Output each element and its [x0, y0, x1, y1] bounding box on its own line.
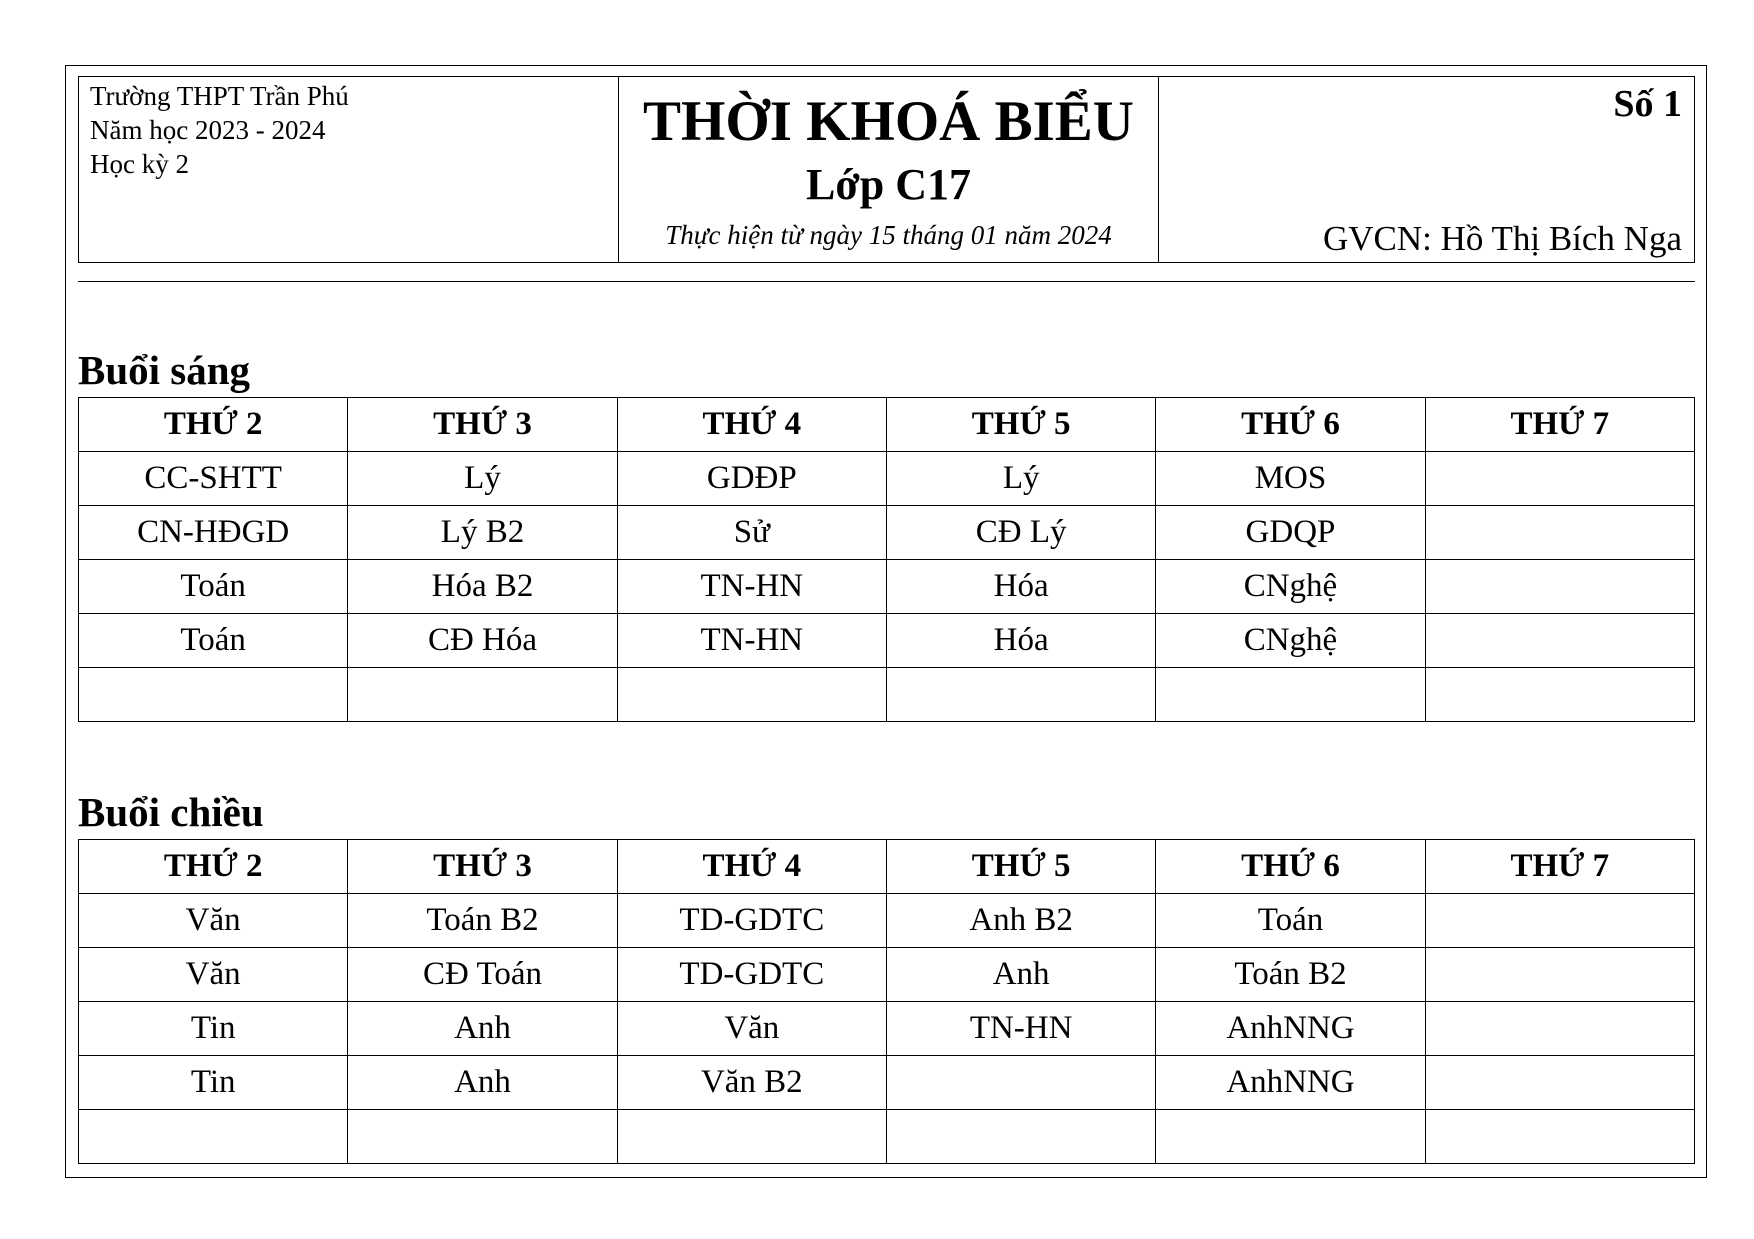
subject-cell: TD-GDTC — [617, 894, 886, 948]
subject-cell — [886, 1056, 1155, 1110]
subject-cell — [1425, 894, 1694, 948]
subject-cell: GDQP — [1156, 506, 1425, 560]
schedule-number: Số 1 — [1613, 83, 1682, 125]
subject-cell: Lý — [348, 452, 617, 506]
subject-cell: CNghệ — [1156, 614, 1425, 668]
subject-cell: Hóa — [886, 560, 1155, 614]
subject-cell — [1425, 560, 1694, 614]
subject-cell: CC-SHTT — [79, 452, 348, 506]
subject-cell: AnhNNG — [1156, 1056, 1425, 1110]
day-header: THỨ 2 — [79, 398, 348, 452]
subject-cell — [1425, 668, 1694, 722]
day-header: THỨ 4 — [617, 840, 886, 894]
period-row — [79, 506, 1695, 560]
subject-cell: CĐ Hóa — [348, 614, 617, 668]
subject-cell: Toán B2 — [1156, 948, 1425, 1002]
subject-cell: MOS — [1156, 452, 1425, 506]
subject-cell — [886, 1110, 1155, 1164]
subject-cell — [79, 1110, 348, 1164]
day-header: THỨ 5 — [886, 398, 1155, 452]
title-block — [619, 77, 1159, 262]
subject-cell: Anh — [348, 1056, 617, 1110]
class-label: Lớp C17 — [806, 160, 971, 209]
subject-cell: Hóa — [886, 614, 1155, 668]
subject-cell: GDĐP — [617, 452, 886, 506]
subject-cell: Văn — [79, 894, 348, 948]
subject-cell: Tin — [79, 1002, 348, 1056]
school-name: Trường THPT Trần Phú — [90, 81, 349, 111]
day-header: THỨ 4 — [617, 398, 886, 452]
subject-cell: Toán — [1156, 894, 1425, 948]
subject-cell: Văn B2 — [617, 1056, 886, 1110]
homeroom-teacher: GVCN: Hồ Thị Bích Nga — [1322, 219, 1682, 258]
subject-cell: CNghệ — [1156, 560, 1425, 614]
day-header: THỨ 7 — [1425, 398, 1694, 452]
subject-cell — [617, 668, 886, 722]
subject-cell: CĐ Toán — [348, 948, 617, 1002]
subject-cell: AnhNNG — [1156, 1002, 1425, 1056]
school-info — [79, 77, 619, 262]
subject-cell: Tin — [79, 1056, 348, 1110]
period-row — [79, 948, 1695, 1002]
period-row — [79, 452, 1695, 506]
subject-cell — [1156, 668, 1425, 722]
header-table — [78, 76, 1695, 263]
subject-cell: Anh — [348, 1002, 617, 1056]
subject-cell: Anh B2 — [886, 894, 1155, 948]
day-header: THỨ 6 — [1156, 840, 1425, 894]
period-row — [79, 1056, 1695, 1110]
morning-title: Buổi sáng — [78, 347, 251, 393]
subject-cell: Anh — [886, 948, 1155, 1002]
subject-cell: CN-HĐGD — [79, 506, 348, 560]
afternoon-timetable — [78, 839, 1695, 1164]
afternoon-title: Buổi chiều — [78, 789, 264, 835]
subject-cell — [1156, 1110, 1425, 1164]
teacher-block — [1159, 77, 1694, 262]
subject-cell: CĐ Lý — [886, 506, 1155, 560]
subject-cell: TN-HN — [617, 560, 886, 614]
day-header: THỨ 2 — [79, 840, 348, 894]
subject-cell: TN-HN — [617, 614, 886, 668]
page-title: THỜI KHOÁ BIỂU — [643, 90, 1134, 153]
subject-cell: Văn — [617, 1002, 886, 1056]
subject-cell — [1425, 1002, 1694, 1056]
semester: Học kỳ 2 — [90, 149, 189, 179]
subject-cell: Văn — [79, 948, 348, 1002]
subject-cell: Lý — [886, 452, 1155, 506]
subject-cell: Lý B2 — [348, 506, 617, 560]
subject-cell — [348, 668, 617, 722]
period-row — [79, 614, 1695, 668]
period-row — [79, 894, 1695, 948]
day-header: THỨ 7 — [1425, 840, 1694, 894]
subject-cell — [1425, 506, 1694, 560]
period-row — [79, 668, 1695, 722]
day-header: THỨ 6 — [1156, 398, 1425, 452]
subject-cell — [348, 1110, 617, 1164]
subject-cell: Toán — [79, 560, 348, 614]
subject-cell: Toán B2 — [348, 894, 617, 948]
subject-cell — [1425, 1056, 1694, 1110]
subject-cell: TN-HN — [886, 1002, 1155, 1056]
subject-cell — [1425, 1110, 1694, 1164]
school-year: Năm học 2023 - 2024 — [90, 115, 326, 145]
period-row — [79, 560, 1695, 614]
subject-cell — [1425, 614, 1694, 668]
effective-date: Thực hiện từ ngày 15 tháng 01 năm 2024 — [665, 220, 1112, 250]
subject-cell: Sử — [617, 506, 886, 560]
morning-timetable — [78, 397, 1695, 722]
divider — [78, 281, 1695, 282]
subject-cell — [1425, 948, 1694, 1002]
period-row — [79, 1110, 1695, 1164]
subject-cell — [79, 668, 348, 722]
subject-cell — [886, 668, 1155, 722]
subject-cell: Toán — [79, 614, 348, 668]
day-header: THỨ 5 — [886, 840, 1155, 894]
subject-cell — [617, 1110, 886, 1164]
day-header: THỨ 3 — [348, 398, 617, 452]
subject-cell: TD-GDTC — [617, 948, 886, 1002]
period-row — [79, 1002, 1695, 1056]
subject-cell: Hóa B2 — [348, 560, 617, 614]
day-header-row — [79, 840, 1695, 894]
day-header: THỨ 3 — [348, 840, 617, 894]
day-header-row — [79, 398, 1695, 452]
subject-cell — [1425, 452, 1694, 506]
